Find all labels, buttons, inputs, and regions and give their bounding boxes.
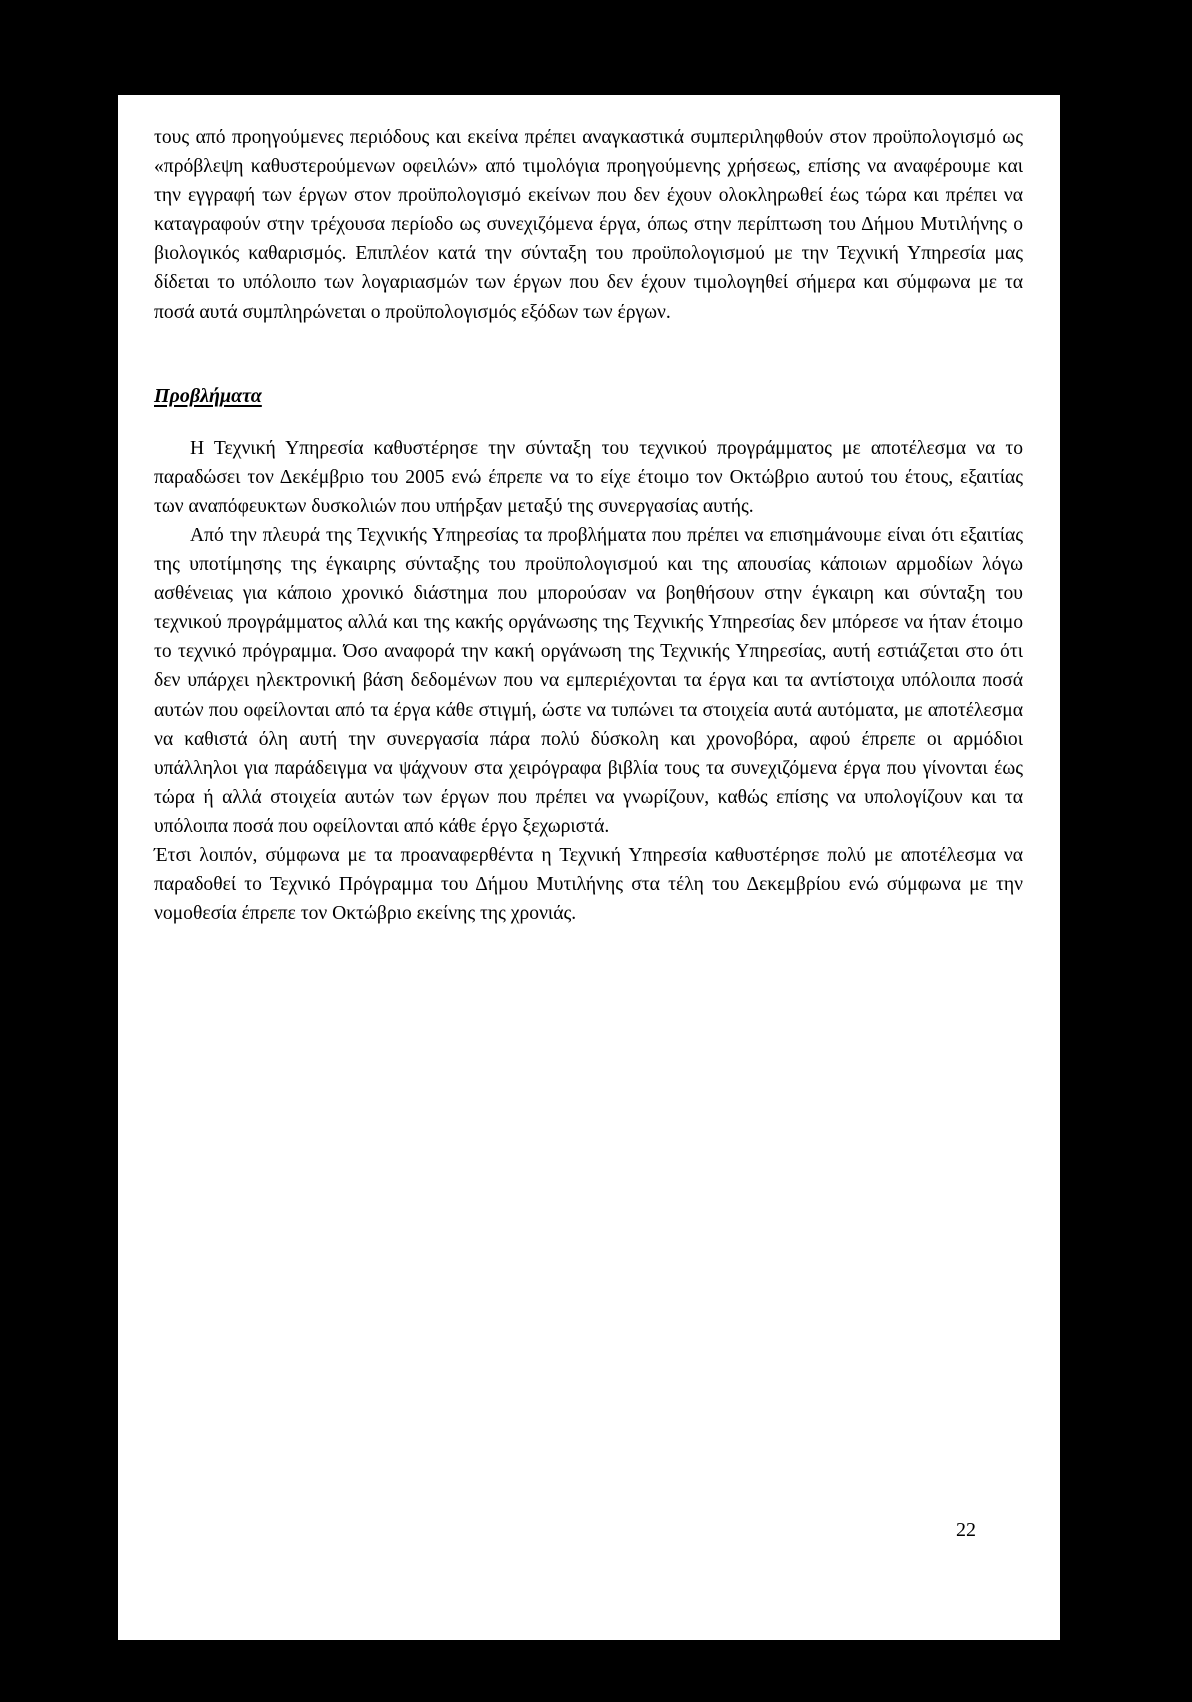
paragraph-conclusion: Έτσι λοιπόν, σύμφωνα με τα προαναφερθέντα η Τεχνική Υπηρεσία καθυστέρησε πολύ με αποτέλεσμα να παραδοθεί το Τεχνικό Πρόγραμμα του Δήμου Μυτιλήνης στα τέλη του Δεκεμβρίου ενώ σύμφωνα με την νομοθεσία έπρεπε τον Οκτώβριο εκείνης της χρονιάς. [154, 844, 1023, 925]
page-content [154, 123, 1023, 928]
paragraph-delay: Η Τεχνική Υπηρεσία καθυστέρησε την σύνταξη του τεχνικού προγράμματος με αποτέλεσμα να το παραδώσει τον Δεκέμβριο του 2005 ενώ έπρεπε να το είχε έτοιμο τον Οκτώβριο αυτού του έτους, εξαιτίας των αναπόφευκτων δυσκολιών που υπήρξαν μεταξύ της συνεργασίας αυτής. [154, 437, 1023, 517]
intro-paragraph: τους από προηγούμενες περιόδους και εκείνα πρέπει αναγκαστικά συμπεριληφθούν στον προϋπολογισμό ως «πρόβλεψη καθυστερούμενων οφειλών» από τιμολόγια προηγούμενης χρήσεως, επίσης να αναφέρουμε και την εγγραφή των έργων στον προϋπολογισμό εκείνων που δεν έχουν ολοκληρωθεί έως τώρα και πρέπει να καταγραφούν στην τρέχουσα περίοδο ως συνεχιζόμενα έργα, όπως στην περίπτωση του Δήμου Μυτιλήνης ο βιολογικός καθαρισμός. Επιπλέον κατά την σύνταξη του προϋπολογισμού με την Τεχνική Υπηρεσία μας δίδεται το υπόλοιπο των λογαριασμών των έργων που δεν έχουν τιμολογηθεί σήμερα και σύμφωνα με τα ποσά αυτά συμπληρώνεται ο προϋπολογισμός εξόδων των έργων. [154, 127, 1023, 323]
document-page [118, 95, 1060, 1640]
paragraph-problems: Από την πλευρά της Τεχνικής Υπηρεσίας τα προβλήματα που πρέπει να επισημάνουμε είναι ότι εξαιτίας της υποτίμησης της έγκαιρης σύνταξης του προϋπολογισμού και της απουσίας κάποιων αρμοδίων λόγω ασθένειας για κάποιο χρονικό διάστημα που μπορούσαν να βοηθήσουν στην έγκαιρη και σύνταξη του τεχνικού προγράμματος αλλά και της κακής οργάνωσης της Τεχνικής Υπηρεσίας δεν μπόρεσε να ήταν έτοιμο το τεχνικό πρόγραμμα. Όσο αναφορά την κακή οργάνωση της Τεχνικής Υπηρεσίας, αυτή εστιάζεται στο ότι δεν υπάρχει ηλεκτρονική βάση δεδομένων που να εμπεριέχονται τα έργα και τα αντίστοιχα υπόλοιπα ποσά αυτών που οφείλονται από τα έργα κάθε στιγμή, ώστε να τυπώνει τα στοιχεία αυτά αυτόματα, με αποτέλεσμα να καθιστά όλη αυτή την συνεργασία πάρα πολύ δύσκολη και χρονοβόρα, αφού έπρεπε οι αρμόδιοι υπάλληλοι για παράδειγμα να ψάχνουν στα χειρόγραφα βιβλία τους τα συνεχιζόμενα έργα που γίνονται έως τώρα ή αλλά στοιχεία αυτών των έργων που πρέπει να γνωρίζουν, καθώς επίσης να υπολογίζουν και τα υπόλοιπα ποσά που οφείλονται από κάθε έργο ξεχωριστά. [154, 524, 1023, 837]
page-number: 22 [956, 1519, 976, 1541]
section-heading: Προβλήματα [154, 384, 262, 407]
